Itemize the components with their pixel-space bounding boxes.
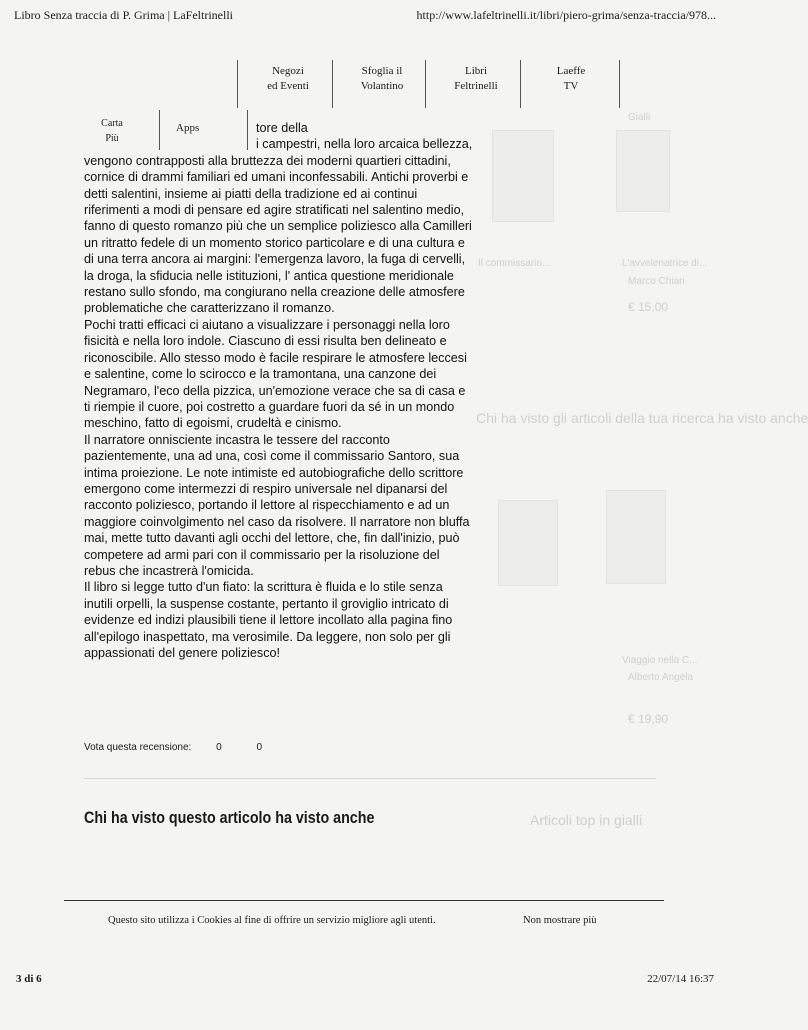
nav-item-line: TV: [563, 80, 579, 92]
print-footer-page: 3 di 6: [16, 973, 42, 985]
nav-divider: [425, 60, 426, 108]
section-divider: [84, 778, 656, 779]
nav-item-line: Carta: [101, 118, 123, 129]
nav-item-line: Libri: [465, 65, 487, 77]
bleed-text: Alberto Angela: [628, 672, 694, 683]
bleed-text: Il commissario...: [478, 258, 551, 269]
bleed-text: € 19,90: [628, 712, 669, 726]
cookie-banner-text: Questo sito utilizza i Cookies al fine di offrire un servizio migliore agli utenti.: [108, 915, 436, 926]
nav-divider: [332, 60, 333, 108]
nav-divider: [237, 60, 238, 108]
bleed-text: Gialli: [628, 112, 651, 123]
bleed-cover: [492, 130, 554, 222]
bleed-text: Marco Chiari: [628, 276, 685, 287]
bleed-cover: [606, 490, 666, 584]
review-paragraph: i campestri, nella loro arcaica bellezza, vengono contrapposti alla bruttezza dei moderni quartieri cittadini, cornice di drammi familiari ed umani inconfessabili. Antichi proverbi e detti salentini, insieme ai piatti della tradizione ed ai continui riferimenti a modi di pensare ed agire stratificati nel salentino medio, fanno di questo romanzo più che un semplice poliziesco alla Camilleri un ritratto fedele di un momento storico particolare e di una cultura e di una terra ancora ai margini: l'emergenza lavoro, la fuga di cervelli, la droga, la sfiducia nelle istituzioni, l' antica questione meridionale restano sullo sfondo, ma congiurano nella creazione delle atmosfere problematiche che caratterizzano il romanzo.: [84, 137, 473, 316]
cookie-dismiss-link[interactable]: Non mostrare più: [523, 915, 597, 926]
nav-item-apps[interactable]: Apps: [176, 122, 200, 134]
nav-item-volantino[interactable]: [338, 64, 426, 106]
bleed-text: Articoli top in gialli: [530, 812, 643, 828]
bleed-text: Viaggio nella C...: [622, 655, 698, 666]
nav-item-line: Laeffe: [556, 65, 586, 77]
nav-item-line: Feltrinelli: [454, 80, 498, 92]
print-header-url: http://www.lafeltrinelli.it/libri/piero-grima/senza-traccia/978...: [416, 8, 716, 22]
bleed-text: Chi ha visto gli articoli della tua ricerca ha visto anche: [476, 410, 808, 426]
nav-item-laeffe[interactable]: [526, 64, 616, 106]
bleed-cover: [498, 500, 558, 586]
bleed-text: € 15,00: [628, 300, 669, 314]
nav-item-line: Negozi: [272, 65, 304, 77]
print-footer-datetime: 22/07/14 16:37: [647, 973, 714, 985]
review-paragraph: Il narratore onnisciente incastra le tessere del racconto pazientemente, una ad una, così come il commissario Santoro, sua intima proiezione. Le note intimiste ed autobiografiche dello scrittore emergono come intermezzi di respiro universale nel dipanarsi del racconto poliziesco, portando il lettore al rispecchiamento e ad un maggiore coinvolgimento nel caso da risolvere. Il narratore non bluffa mai, mette tutto davanti agli occhi del lettore, che, fin dall'inizio, può competere ad armi pari con il commissario per la risoluzione del rebus che incastrerà l'omicida.: [84, 432, 470, 578]
cookie-banner-border: [64, 900, 664, 901]
vote-row: [84, 742, 262, 753]
vote-up-count[interactable]: 0: [216, 742, 222, 753]
review-fragment: tore della: [256, 121, 308, 135]
bleed-cover: [616, 130, 670, 212]
review-body: [84, 120, 474, 661]
bleed-text: L'avvelenatrice di...: [622, 258, 708, 269]
vote-label: Vota questa recensione:: [84, 742, 192, 753]
nav-item-line: Più: [105, 133, 119, 144]
nav-item-negozi[interactable]: [246, 64, 330, 106]
review-paragraph: Il libro si legge tutto d'un fiato: la scrittura è fluida e lo stile senza inutili orpelli, la suspense costante, pertanto il groviglio intricato di evidenze ed indizi plausibili tiene il lettore incollato alla pagina fino all'epilogo inaspettato, ma verosimile. Da leggere, non solo per gli appassionati del genere poliziesco!: [84, 580, 453, 660]
nav-item-libri[interactable]: [432, 64, 520, 106]
nav-item-line: ed Eventi: [267, 80, 309, 92]
review-paragraph: Pochi tratti efficaci ci aiutano a visualizzare i personaggi nella loro fisicità e nella loro indole. Ciascuno di essi risulta ben delineato e riconoscibile. Allo stesso modo è facile respirare le atmosfere leccesi e salentine, come lo scirocco e la tramontana, una canzone dei Negramaro, l'eco della pizzica, un'emozione verace che sa di casa e ti riempie il cuore, poi costretto a guardare fuori da sé in un mondo meschino, fatto di egoismi, crudeltà e cinismo.: [84, 317, 467, 431]
nav-item-line: Volantino: [360, 80, 404, 92]
vote-down-count[interactable]: 0: [256, 742, 262, 753]
print-header-title: Libro Senza traccia di P. Grima | LaFeltrinelli: [14, 8, 233, 22]
also-viewed-heading: Chi ha visto questo articolo ha visto anche: [84, 808, 375, 827]
nav-divider: [520, 60, 521, 108]
nav-item-line: Sfoglia il: [361, 65, 403, 77]
nav-divider: [619, 60, 620, 108]
